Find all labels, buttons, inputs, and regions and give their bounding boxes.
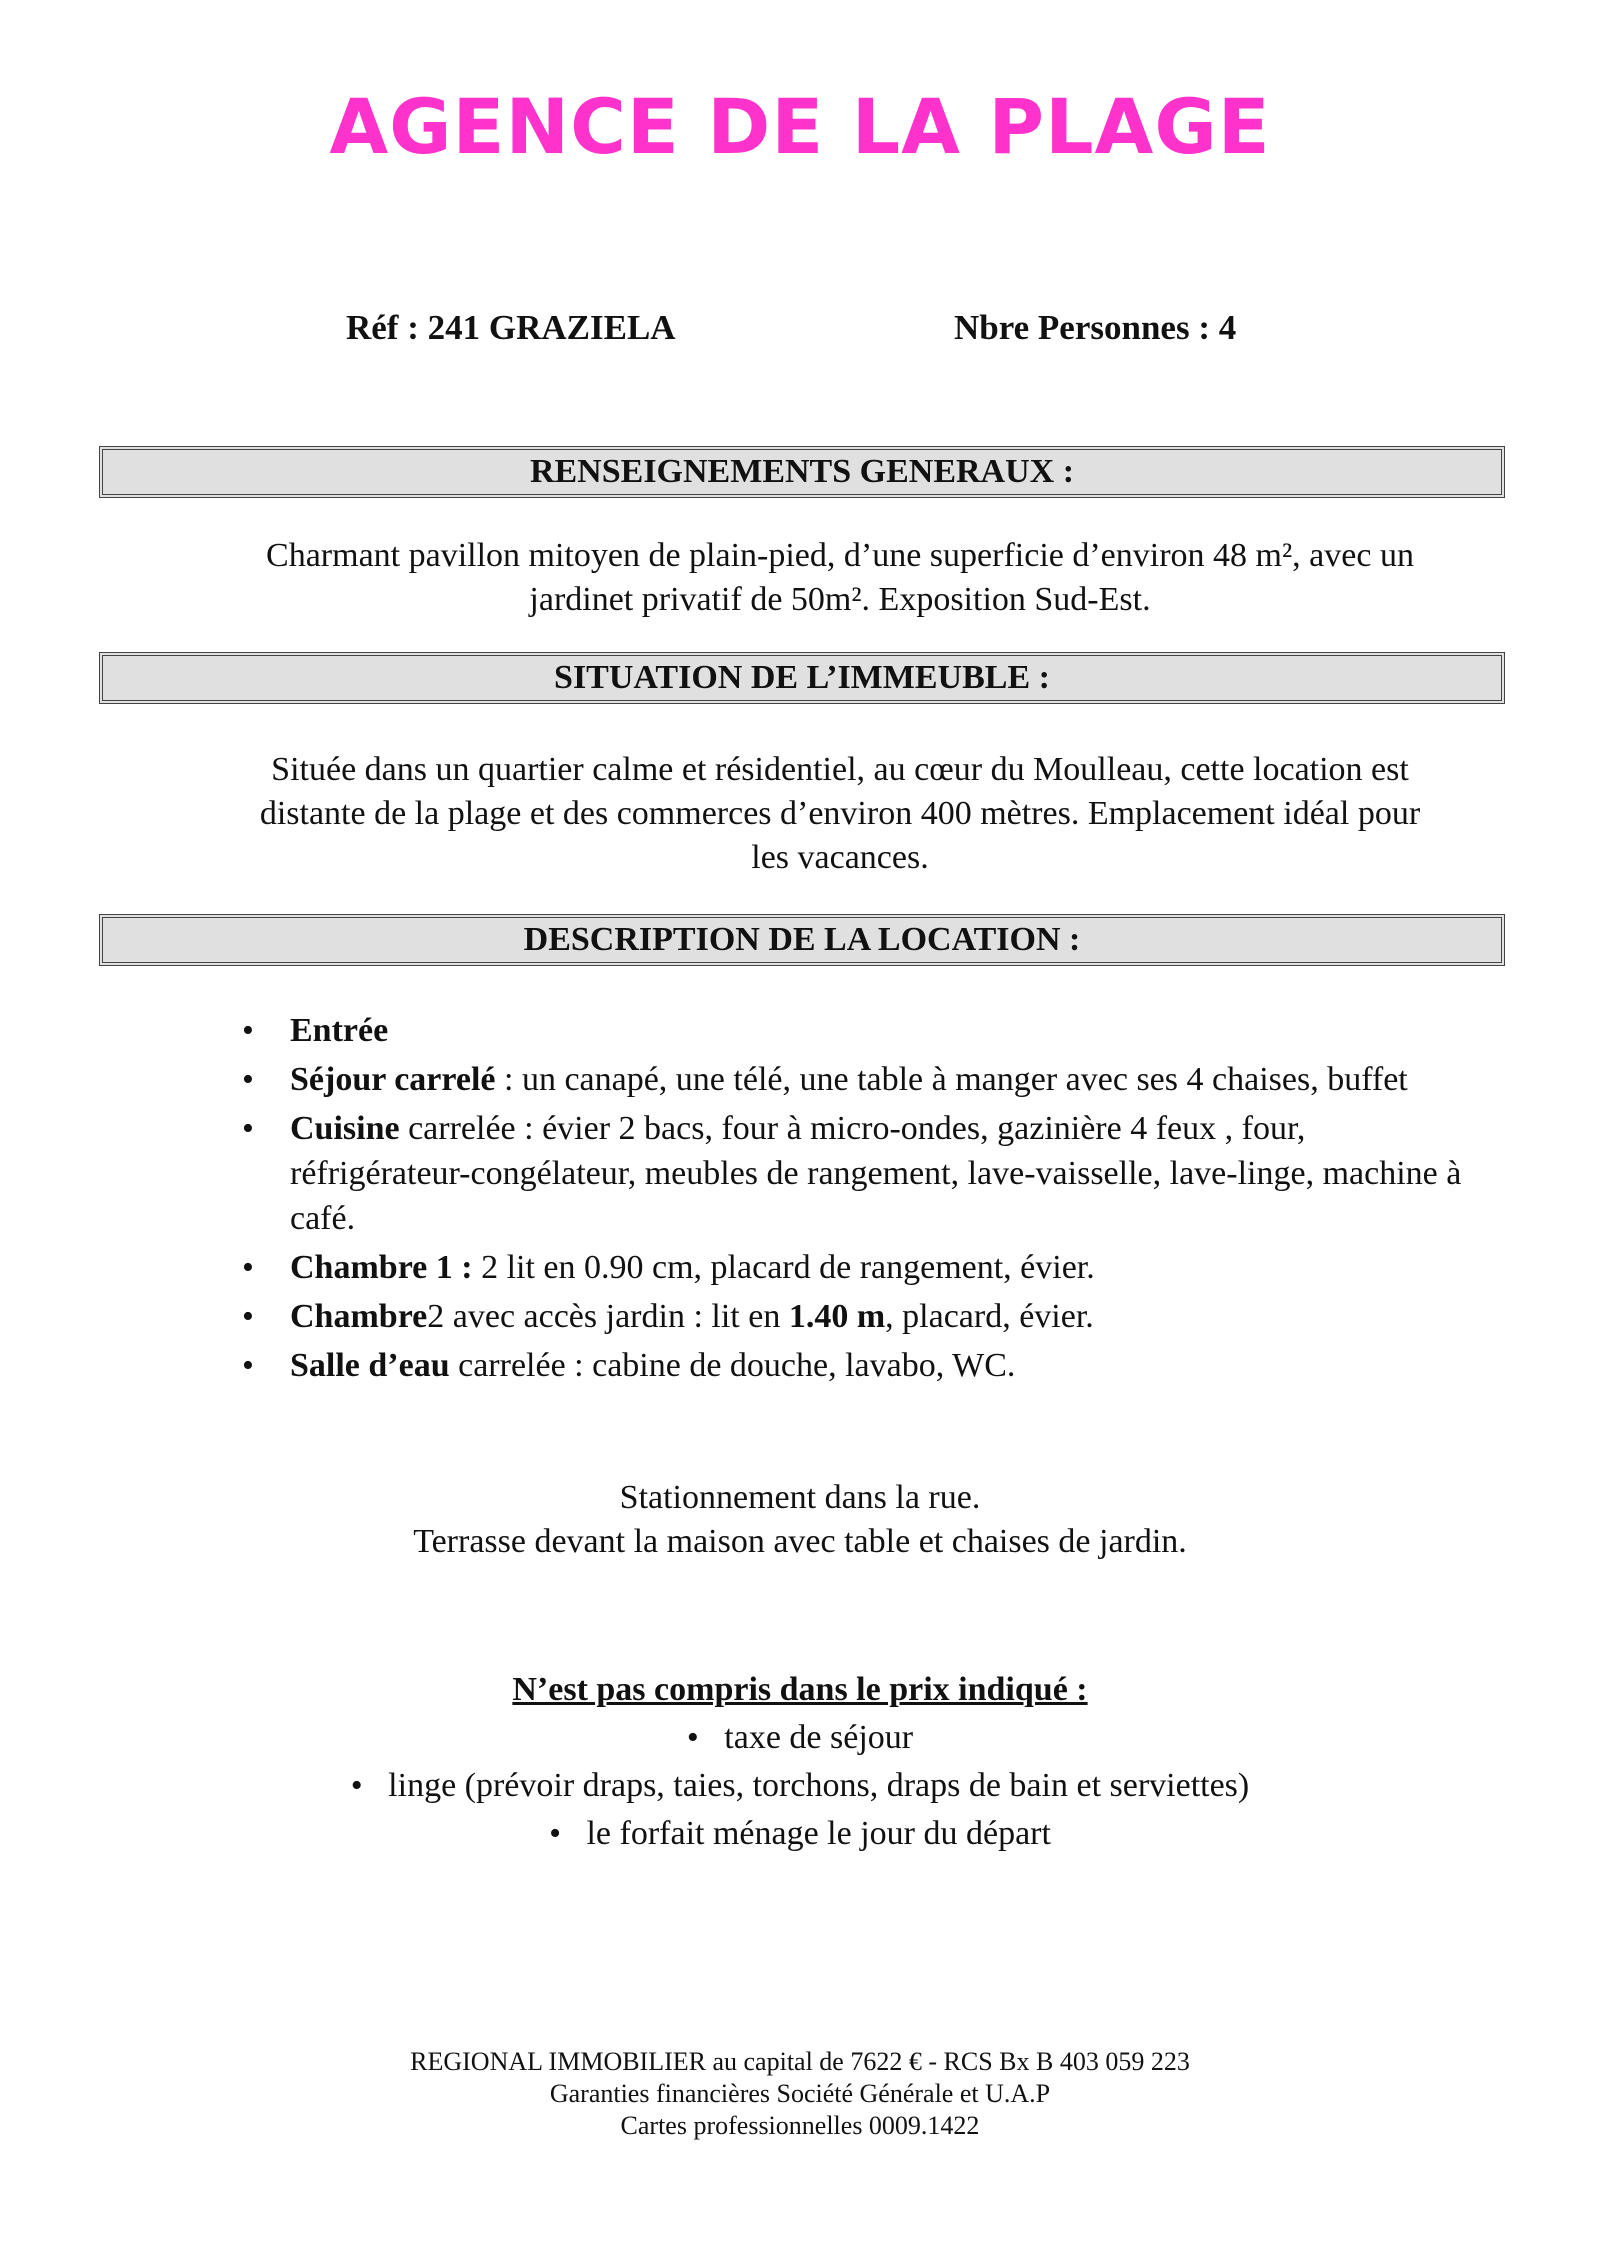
bullet-icon: • — [242, 1061, 254, 1098]
situation-line: distante de la plage et des commerces d’environ 400 mètres. Emplacement idéal pour — [259, 795, 1421, 832]
list-item — [230, 1057, 1490, 1102]
exclusion-text: linge (prévoir draps, taies, torchons, draps de bain et serviettes) — [388, 1767, 1250, 1804]
reference: Réf : 241 GRAZIELA — [346, 308, 676, 347]
exclusion-text: taxe de séjour — [724, 1719, 914, 1756]
note-terrace: Terrasse devant la maison avec table et chaises de jardin. — [413, 1523, 1187, 1560]
agency-title: AGENCE DE LA PLAGE — [329, 82, 1271, 171]
bullet-icon: • — [242, 1249, 254, 1286]
list-item — [230, 1294, 1490, 1339]
general-line: jardinet privatif de 50m². Exposition Sud-Est. — [529, 581, 1151, 618]
bullet-icon: • — [242, 1298, 254, 1335]
item-text: carrelée : évier 2 bacs, four à micro-ondes, gazinière 4 feux , four, réfrigérateur-congélateur, meubles de rangement, lave-vaisselle, lave-linge, machine à café. — [290, 1110, 1462, 1237]
footer-line: REGIONAL IMMOBILIER au capital de 7622 € - RCS Bx B 403 059 223 — [410, 2047, 1190, 2076]
item-text: 2 lit en 0.90 cm, placard de rangement, évier. — [472, 1249, 1095, 1286]
list-item — [230, 1008, 1490, 1053]
footer-line: Garanties financières Société Générale et U.A.P — [549, 2079, 1051, 2108]
exclusion-item — [0, 1716, 1600, 1760]
bullet-icon: • — [242, 1110, 254, 1147]
general-line: Charmant pavillon mitoyen de plain-pied, d’une superficie d’environ 48 m², avec un — [266, 537, 1414, 574]
item-title: Cuisine — [290, 1110, 400, 1147]
item-text: : un canapé, une télé, une table à manger avec ses 4 chaises, buffet — [495, 1061, 1408, 1098]
description-list — [230, 1008, 1490, 1392]
note-parking: Stationnement dans la rue. — [619, 1479, 981, 1516]
general-text — [180, 534, 1500, 622]
bullet-icon: • — [549, 1815, 561, 1852]
item-bold-value: 1.40 m — [788, 1298, 886, 1335]
item-title: Salle d’eau — [290, 1347, 450, 1384]
item-title: Chambre — [290, 1298, 428, 1335]
exclusions-title: N’est pas compris dans le prix indiqué : — [512, 1671, 1088, 1708]
bullet-icon: • — [242, 1012, 254, 1049]
bullet-icon: • — [242, 1347, 254, 1384]
item-text: 2 avec accès jardin : lit en — [427, 1298, 789, 1335]
list-item — [230, 1245, 1490, 1290]
item-title: Chambre 1 : — [290, 1249, 473, 1286]
section-general-header: RENSEIGNEMENTS GENERAUX : — [99, 446, 1505, 498]
list-item — [230, 1343, 1490, 1388]
exclusion-item — [0, 1764, 1600, 1808]
list-item — [230, 1106, 1490, 1241]
situation-line: les vacances. — [751, 839, 929, 876]
persons-count: Nbre Personnes : 4 — [954, 308, 1237, 347]
exclusion-item — [0, 1812, 1600, 1856]
item-title: Entrée — [290, 1012, 389, 1049]
exclusion-text: le forfait ménage le jour du départ — [586, 1815, 1051, 1852]
footer-line: Cartes professionnelles 0009.1422 — [620, 2111, 980, 2140]
bullet-icon: • — [686, 1719, 699, 1756]
situation-line: Située dans un quartier calme et résidentiel, au cœur du Moulleau, cette location est — [271, 751, 1409, 788]
item-title: Séjour carrelé — [290, 1061, 496, 1098]
situation-text — [180, 748, 1500, 880]
item-text: , placard, évier. — [885, 1298, 1094, 1335]
item-text: carrelée : cabine de douche, lavabo, WC. — [449, 1347, 1016, 1384]
section-situation-header: SITUATION DE L’IMMEUBLE : — [99, 652, 1505, 704]
bullet-icon: • — [350, 1767, 363, 1804]
section-description-header: DESCRIPTION DE LA LOCATION : — [99, 914, 1505, 966]
